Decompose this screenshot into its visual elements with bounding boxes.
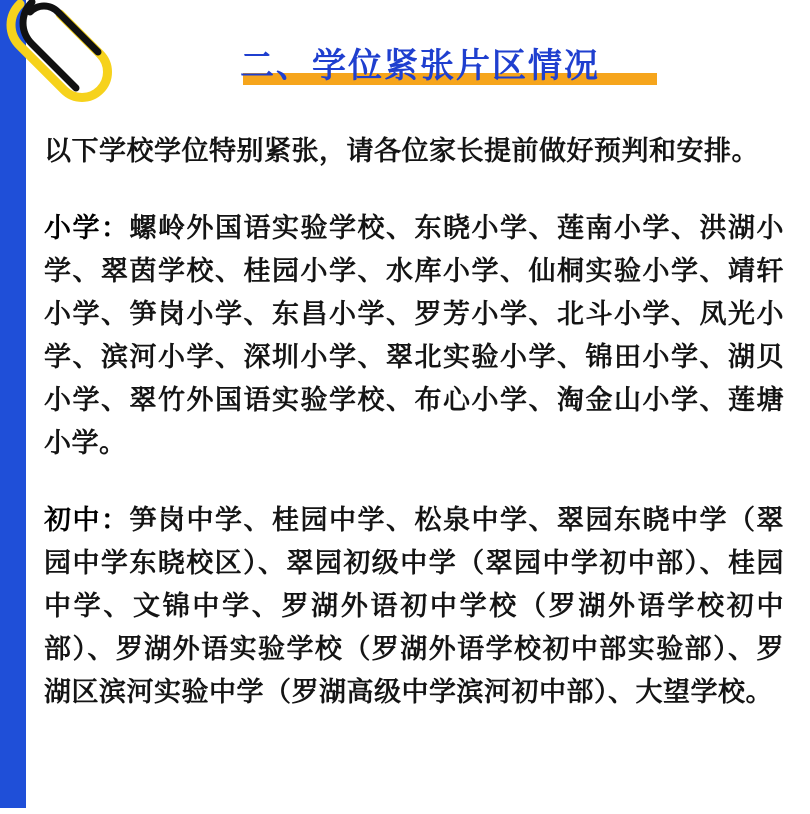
primary-school-paragraph: [44, 207, 784, 465]
primary-school-label: 小学：: [44, 213, 130, 244]
primary-school-list: 螺岭外国语实验学校、东晓小学、莲南小学、洪湖小学、翠茵学校、桂园小学、水库小学、仙桐实验小学、靖轩小学、笋岗小学、东昌小学、罗芳小学、北斗小学、凤光小学、滨河小学、深圳小学、翠北实验小学、锦田小学、湖贝小学、翠竹外国语实验学校、布心小学、淘金山小学、莲塘小学。: [44, 213, 784, 459]
junior-high-paragraph: [44, 499, 784, 714]
page-title: 二、学位紧张片区情况: [240, 45, 600, 86]
bottom-strip: [0, 808, 810, 814]
junior-high-list: 笋岗中学、桂园中学、松泉中学、翠园东晓中学（翠园中学东晓校区）、翠园初级中学（翠园中学初中部）、桂园中学、文锦中学、罗湖外语初中学校（罗湖外语学校初中部）、罗湖外语实验学校（罗湖外语学校初中部实验部）、罗湖区滨河实验中学（罗湖高级中学滨河初中部）、大望学校。: [44, 505, 784, 708]
intro-paragraph: 以下学校学位特别紧张，请各位家长提前做好预判和安排。: [44, 136, 759, 167]
junior-high-label: 初中：: [44, 505, 130, 536]
page-title-wrap: [240, 38, 600, 86]
paperclip-icon: [2, 0, 130, 108]
document-body: [44, 130, 784, 714]
left-blue-band: [0, 0, 26, 814]
